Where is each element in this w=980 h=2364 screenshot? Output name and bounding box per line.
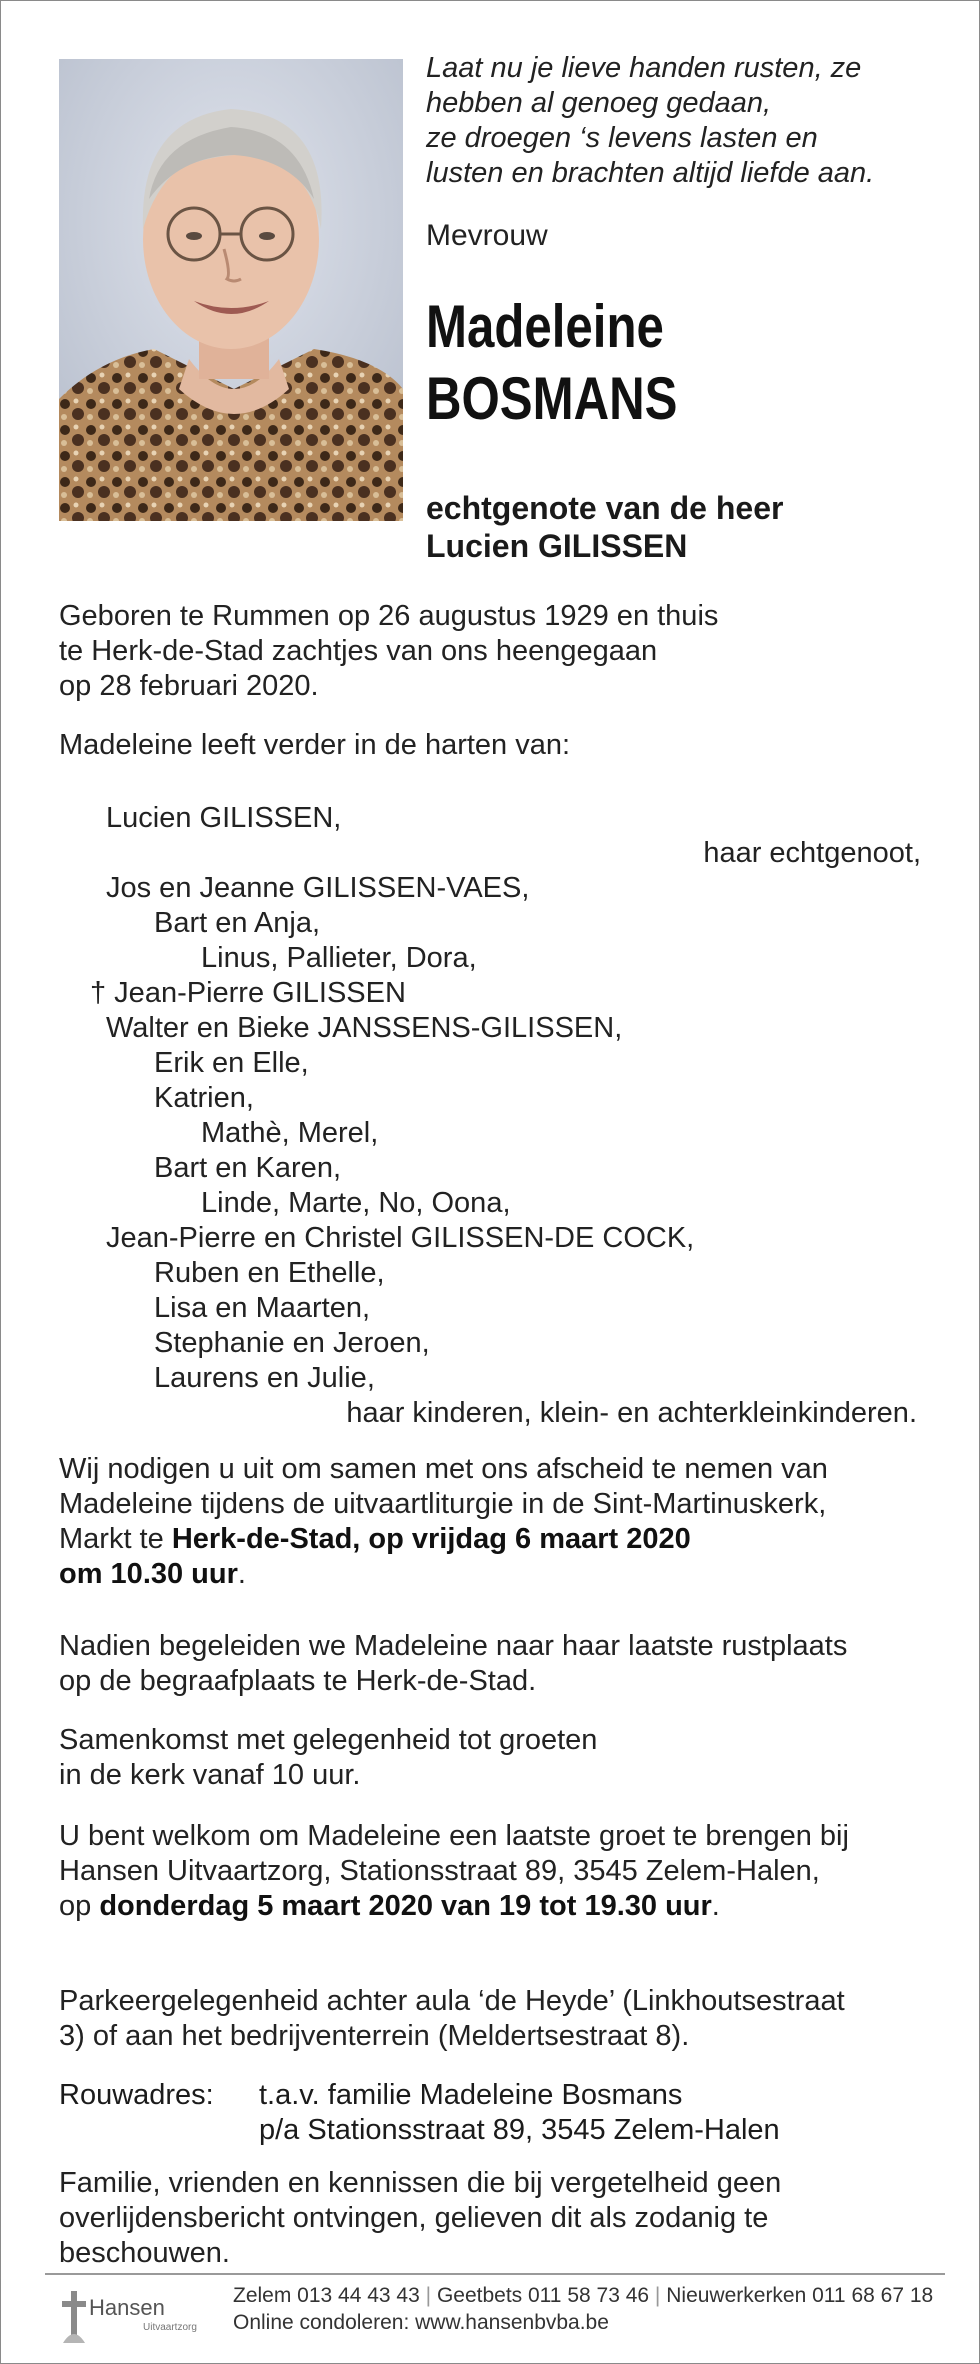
footer-contact: [233, 2282, 933, 2336]
visit-line: Hansen Uitvaartzorg, Stationsstraat 89, 3545 Zelem-Halen,: [59, 1855, 820, 1887]
visit-line: U bent welkom om Madeleine een laatste groet te brengen bij: [59, 1820, 849, 1852]
phone-geetbets: Geetbets 011 58 73 46: [436, 2284, 650, 2307]
parking-line: Parkeergelegenheid achter aula ‘de Heyde’ (Linkhoutsestraat: [59, 1985, 845, 2017]
family-line: Mathè, Merel,: [201, 1117, 379, 1149]
funeral-time: om 10.30 uur: [59, 1558, 238, 1590]
poem: [426, 51, 946, 191]
funeral-line: [59, 1557, 828, 1592]
logo-subtitle: Uitvaartzorg: [143, 2322, 197, 2333]
online-condolences-link[interactable]: Online condoleren: www.hansenbvba.be: [233, 2311, 609, 2334]
funeral-line: Madeleine tijdens de uitvaartliturgie in de Sint-Martinuskerk,: [59, 1488, 827, 1520]
gathering-line: in de kerk vanaf 10 uur.: [59, 1759, 361, 1791]
address-line: p/a Stationsstraat 89, 3545 Zelem-Halen: [259, 2114, 780, 2146]
funeral-paragraph: [59, 1452, 828, 1592]
punctuation: .: [237, 1558, 246, 1590]
visit-paragraph: [59, 1819, 849, 1924]
footer-divider: [45, 2273, 945, 2275]
lives-on-line: [59, 728, 570, 763]
burial-paragraph: [59, 1629, 847, 1699]
family-line: Lucien GILISSEN,: [106, 802, 342, 834]
family-line: Erik en Elle,: [154, 1047, 309, 1079]
family-line: Walter en Bieke JANSSENS-GILISSEN,: [106, 1012, 623, 1044]
family-relation: haar kinderen, klein- en achterkleinkinderen.: [346, 1397, 917, 1429]
deceased-name: [426, 291, 677, 435]
gathering-paragraph: [59, 1723, 597, 1793]
poem-line: ze droegen ‘s levens lasten en: [426, 122, 818, 154]
poem-line: Laat nu je lieve handen rusten, ze: [426, 52, 862, 84]
gathering-line: Samenkomst met gelegenheid tot groeten: [59, 1724, 598, 1756]
closing-line: beschouwen.: [59, 2237, 230, 2269]
family-line: Linde, Marte, No, Oona,: [201, 1187, 511, 1219]
intro-paragraph: [59, 599, 718, 704]
intro-line: op 28 februari 2020.: [59, 670, 319, 702]
family-line: Lisa en Maarten,: [154, 1292, 371, 1324]
funeral-text: Markt te: [59, 1523, 172, 1555]
first-name: Madeleine: [426, 293, 664, 360]
phone-zelem: Zelem 013 44 43 43: [233, 2284, 420, 2307]
honorific: Mevrouw: [426, 219, 548, 252]
family-line: Ruben en Ethelle,: [154, 1257, 385, 1289]
funeral-home-logo: [59, 2281, 199, 2351]
family-relation: haar echtgenoot,: [703, 837, 921, 869]
footer-phones: [233, 2282, 933, 2309]
last-name: BOSMANS: [426, 365, 678, 432]
family-line: Bart en Karen,: [154, 1152, 341, 1184]
logo-name: Hansen: [89, 2295, 165, 2320]
closing-line: Familie, vrienden en kennissen die bij vergetelheid geen: [59, 2167, 782, 2199]
poem-line: lusten en brachten altijd liefde aan.: [426, 157, 875, 189]
parking-paragraph: [59, 1984, 845, 2054]
portrait-illustration: [59, 59, 403, 521]
punctuation: .: [711, 1890, 720, 1922]
visit-text: op: [59, 1890, 100, 1922]
parking-line: 3) of aan het bedrijventerrein (Meldertsestraat 8).: [59, 2020, 690, 2052]
burial-line: op de begraafplaats te Herk-de-Stad.: [59, 1665, 537, 1697]
spouse-name: Lucien GILISSEN: [426, 528, 688, 564]
intro-line: te Herk-de-Stad zachtjes van ons heengegaan: [59, 635, 658, 667]
visit-line: [59, 1889, 849, 1924]
closing-paragraph: [59, 2166, 781, 2271]
lives-on-text: Madeleine leeft verder in de harten van:: [59, 729, 571, 761]
poem-line: hebben al genoeg gedaan,: [426, 87, 772, 119]
family-line: Bart en Anja,: [154, 907, 321, 939]
family-line: Laurens en Julie,: [154, 1362, 375, 1394]
logo-mark-icon: [59, 2289, 89, 2345]
address-label: Rouwadres:: [59, 2079, 214, 2111]
family-line: Stephanie en Jeroen,: [154, 1327, 430, 1359]
family-line: Katrien,: [154, 1082, 254, 1114]
funeral-line: Wij nodigen u uit om samen met ons afscheid te nemen van: [59, 1453, 828, 1485]
burial-line: Nadien begeleiden we Madeleine naar haar laatste rustplaats: [59, 1630, 848, 1662]
family-line: Jean-Pierre en Christel GILISSEN-DE COCK,: [106, 1222, 695, 1254]
intro-line: Geboren te Rummen op 26 augustus 1929 en thuis: [59, 600, 719, 632]
funeral-place-date: Herk-de-Stad, op vrijdag 6 maart 2020: [171, 1523, 691, 1555]
separator: |: [654, 2284, 661, 2307]
closing-line: overlijdensbericht ontvingen, gelieven dit als zodanig te: [59, 2202, 769, 2234]
spouse-line: echtgenote van de heer: [426, 490, 784, 526]
portrait-photo: [59, 59, 403, 521]
family-line: Jos en Jeanne GILISSEN-VAES,: [106, 872, 530, 904]
visit-date-time: donderdag 5 maart 2020 van 19 tot 19.30 uur: [99, 1890, 712, 1922]
address-line: t.a.v. familie Madeleine Bosmans: [259, 2079, 683, 2111]
funeral-line: [59, 1522, 828, 1557]
phone-nieuwerkerken: Nieuwerkerken 011 68 67 18: [666, 2284, 934, 2307]
separator: |: [425, 2284, 432, 2307]
family-line: † Jean-Pierre GILISSEN: [90, 977, 406, 1009]
address-lines: [259, 2078, 780, 2148]
spouse-info: [426, 489, 783, 565]
family-line: Linus, Pallieter, Dora,: [201, 942, 477, 974]
